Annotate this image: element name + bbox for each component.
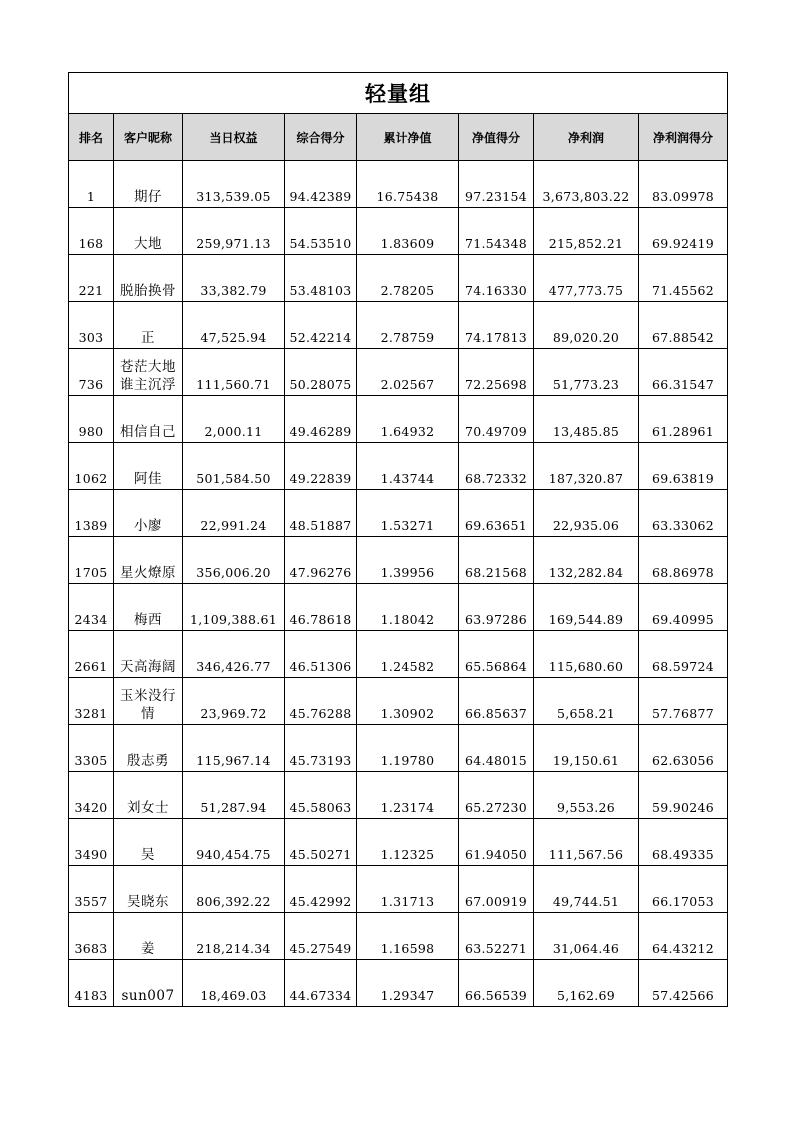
table-row <box>69 631 728 678</box>
cell-cumulative-nav: 1.19780 <box>357 725 459 772</box>
cell-cumulative-nav: 1.39956 <box>357 537 459 584</box>
table-row <box>69 584 728 631</box>
table-row <box>69 490 728 537</box>
cell-cumulative-nav: 1.12325 <box>357 819 459 866</box>
cell-net-profit-score: 59.90246 <box>639 772 728 819</box>
cell-equity: 18,469.03 <box>183 960 285 1007</box>
table-row <box>69 443 728 490</box>
cell-net-profit-score: 66.17053 <box>639 866 728 913</box>
header-nav-score: 净值得分 <box>459 114 534 161</box>
cell-rank: 1389 <box>69 490 114 537</box>
header-cumulative-nav: 累计净值 <box>357 114 459 161</box>
cell-net-profit: 19,150.61 <box>534 725 639 772</box>
table-row <box>69 349 728 396</box>
table-row <box>69 866 728 913</box>
cell-rank: 2434 <box>69 584 114 631</box>
cell-total-score: 49.46289 <box>285 396 357 443</box>
cell-net-profit: 5,162.69 <box>534 960 639 1007</box>
header-rank: 排名 <box>69 114 114 161</box>
cell-nickname: 姜 <box>114 913 183 960</box>
cell-nickname: 阿佳 <box>114 443 183 490</box>
cell-rank: 3557 <box>69 866 114 913</box>
cell-net-profit-score: 83.09978 <box>639 161 728 208</box>
cell-nickname: sun007 <box>114 960 183 1007</box>
cell-equity: 111,560.71 <box>183 349 285 396</box>
cell-net-profit-score: 69.92419 <box>639 208 728 255</box>
cell-nickname: 脱胎换骨 <box>114 255 183 302</box>
cell-equity: 501,584.50 <box>183 443 285 490</box>
cell-net-profit-score: 69.40995 <box>639 584 728 631</box>
cell-net-profit-score: 71.45562 <box>639 255 728 302</box>
table-row <box>69 913 728 960</box>
cell-nav-score: 97.23154 <box>459 161 534 208</box>
table-row <box>69 396 728 443</box>
cell-nav-score: 71.54348 <box>459 208 534 255</box>
cell-rank: 3281 <box>69 678 114 725</box>
cell-rank: 3420 <box>69 772 114 819</box>
table-row <box>69 302 728 349</box>
cell-nickname: 相信自己 <box>114 396 183 443</box>
cell-rank: 303 <box>69 302 114 349</box>
cell-equity: 51,287.94 <box>183 772 285 819</box>
cell-cumulative-nav: 1.18042 <box>357 584 459 631</box>
cell-nav-score: 68.72332 <box>459 443 534 490</box>
cell-total-score: 44.67334 <box>285 960 357 1007</box>
cell-nickname: 正 <box>114 302 183 349</box>
cell-net-profit-score: 57.42566 <box>639 960 728 1007</box>
cell-equity: 33,382.79 <box>183 255 285 302</box>
cell-total-score: 53.48103 <box>285 255 357 302</box>
cell-cumulative-nav: 2.02567 <box>357 349 459 396</box>
cell-cumulative-nav: 1.30902 <box>357 678 459 725</box>
table-row <box>69 819 728 866</box>
cell-nickname: 吴晓东 <box>114 866 183 913</box>
table-row <box>69 678 728 725</box>
cell-nav-score: 68.21568 <box>459 537 534 584</box>
cell-nav-score: 74.17813 <box>459 302 534 349</box>
cell-total-score: 50.28075 <box>285 349 357 396</box>
cell-cumulative-nav: 1.24582 <box>357 631 459 678</box>
cell-equity: 115,967.14 <box>183 725 285 772</box>
cell-equity: 806,392.22 <box>183 866 285 913</box>
cell-net-profit-score: 69.63819 <box>639 443 728 490</box>
table-row <box>69 960 728 1007</box>
cell-cumulative-nav: 2.78205 <box>357 255 459 302</box>
cell-nav-score: 69.63651 <box>459 490 534 537</box>
cell-net-profit: 51,773.23 <box>534 349 639 396</box>
cell-net-profit: 31,064.46 <box>534 913 639 960</box>
cell-cumulative-nav: 1.64932 <box>357 396 459 443</box>
cell-total-score: 45.76288 <box>285 678 357 725</box>
cell-net-profit: 9,553.26 <box>534 772 639 819</box>
cell-equity: 346,426.77 <box>183 631 285 678</box>
cell-nav-score: 74.16330 <box>459 255 534 302</box>
header-equity: 当日权益 <box>183 114 285 161</box>
cell-nickname: 梅西 <box>114 584 183 631</box>
cell-rank: 168 <box>69 208 114 255</box>
cell-nickname: 天高海阔 <box>114 631 183 678</box>
cell-nav-score: 66.85637 <box>459 678 534 725</box>
cell-cumulative-nav: 1.23174 <box>357 772 459 819</box>
cell-total-score: 45.50271 <box>285 819 357 866</box>
cell-net-profit-score: 64.43212 <box>639 913 728 960</box>
cell-total-score: 54.53510 <box>285 208 357 255</box>
cell-cumulative-nav: 1.53271 <box>357 490 459 537</box>
cell-net-profit-score: 68.49335 <box>639 819 728 866</box>
cell-cumulative-nav: 1.43744 <box>357 443 459 490</box>
cell-rank: 221 <box>69 255 114 302</box>
cell-nav-score: 65.56864 <box>459 631 534 678</box>
cell-nav-score: 63.52271 <box>459 913 534 960</box>
cell-net-profit: 115,680.60 <box>534 631 639 678</box>
table-row <box>69 208 728 255</box>
cell-rank: 1 <box>69 161 114 208</box>
cell-nickname: 刘女士 <box>114 772 183 819</box>
cell-net-profit-score: 66.31547 <box>639 349 728 396</box>
cell-nav-score: 66.56539 <box>459 960 534 1007</box>
cell-total-score: 45.42992 <box>285 866 357 913</box>
cell-nickname: 玉米没行情 <box>114 678 183 725</box>
cell-net-profit: 13,485.85 <box>534 396 639 443</box>
cell-net-profit-score: 61.28961 <box>639 396 728 443</box>
cell-rank: 1062 <box>69 443 114 490</box>
cell-total-score: 46.51306 <box>285 631 357 678</box>
cell-nickname: 小廖 <box>114 490 183 537</box>
cell-net-profit-score: 67.88542 <box>639 302 728 349</box>
cell-net-profit: 215,852.21 <box>534 208 639 255</box>
cell-total-score: 45.58063 <box>285 772 357 819</box>
cell-equity: 47,525.94 <box>183 302 285 349</box>
cell-equity: 259,971.13 <box>183 208 285 255</box>
table-row <box>69 255 728 302</box>
cell-rank: 2661 <box>69 631 114 678</box>
cell-nav-score: 70.49709 <box>459 396 534 443</box>
cell-rank: 3305 <box>69 725 114 772</box>
cell-nav-score: 61.94050 <box>459 819 534 866</box>
cell-net-profit: 5,658.21 <box>534 678 639 725</box>
table-title: 轻量组 <box>69 73 728 114</box>
cell-rank: 980 <box>69 396 114 443</box>
cell-net-profit-score: 68.59724 <box>639 631 728 678</box>
cell-nickname: 大地 <box>114 208 183 255</box>
cell-nickname: 殷志勇 <box>114 725 183 772</box>
cell-net-profit-score: 62.63056 <box>639 725 728 772</box>
cell-net-profit: 111,567.56 <box>534 819 639 866</box>
cell-equity: 22,991.24 <box>183 490 285 537</box>
cell-nav-score: 72.25698 <box>459 349 534 396</box>
header-total-score: 综合得分 <box>285 114 357 161</box>
cell-rank: 3490 <box>69 819 114 866</box>
cell-net-profit: 89,020.20 <box>534 302 639 349</box>
cell-total-score: 46.78618 <box>285 584 357 631</box>
cell-total-score: 47.96276 <box>285 537 357 584</box>
header-nickname: 客户昵称 <box>114 114 183 161</box>
cell-cumulative-nav: 1.29347 <box>357 960 459 1007</box>
cell-net-profit: 22,935.06 <box>534 490 639 537</box>
cell-rank: 1705 <box>69 537 114 584</box>
cell-cumulative-nav: 1.31713 <box>357 866 459 913</box>
cell-cumulative-nav: 2.78759 <box>357 302 459 349</box>
cell-nav-score: 63.97286 <box>459 584 534 631</box>
cell-net-profit-score: 68.86978 <box>639 537 728 584</box>
cell-equity: 940,454.75 <box>183 819 285 866</box>
cell-nickname: 期仔 <box>114 161 183 208</box>
table-row <box>69 772 728 819</box>
cell-rank: 736 <box>69 349 114 396</box>
cell-net-profit: 49,744.51 <box>534 866 639 913</box>
cell-total-score: 52.42214 <box>285 302 357 349</box>
cell-net-profit: 3,673,803.22 <box>534 161 639 208</box>
cell-equity: 2,000.11 <box>183 396 285 443</box>
table-row <box>69 161 728 208</box>
cell-nav-score: 65.27230 <box>459 772 534 819</box>
cell-net-profit: 132,282.84 <box>534 537 639 584</box>
cell-equity: 218,214.34 <box>183 913 285 960</box>
cell-net-profit: 187,320.87 <box>534 443 639 490</box>
cell-equity: 23,969.72 <box>183 678 285 725</box>
cell-equity: 1,109,388.61 <box>183 584 285 631</box>
cell-nav-score: 67.00919 <box>459 866 534 913</box>
cell-total-score: 49.22839 <box>285 443 357 490</box>
cell-total-score: 48.51887 <box>285 490 357 537</box>
cell-rank: 3683 <box>69 913 114 960</box>
cell-rank: 4183 <box>69 960 114 1007</box>
cell-cumulative-nav: 16.75438 <box>357 161 459 208</box>
table-body <box>69 161 728 1007</box>
cell-cumulative-nav: 1.83609 <box>357 208 459 255</box>
table-row <box>69 537 728 584</box>
cell-total-score: 94.42389 <box>285 161 357 208</box>
cell-total-score: 45.27549 <box>285 913 357 960</box>
ranking-sheet <box>68 72 727 1007</box>
cell-nickname: 苍茫大地谁主沉浮 <box>114 349 183 396</box>
cell-net-profit-score: 63.33062 <box>639 490 728 537</box>
cell-net-profit: 169,544.89 <box>534 584 639 631</box>
cell-net-profit-score: 57.76877 <box>639 678 728 725</box>
cell-cumulative-nav: 1.16598 <box>357 913 459 960</box>
header-net-profit-score: 净利润得分 <box>639 114 728 161</box>
cell-total-score: 45.73193 <box>285 725 357 772</box>
cell-equity: 356,006.20 <box>183 537 285 584</box>
header-net-profit: 净利润 <box>534 114 639 161</box>
cell-net-profit: 477,773.75 <box>534 255 639 302</box>
cell-nav-score: 64.48015 <box>459 725 534 772</box>
ranking-table <box>68 72 728 1007</box>
table-row <box>69 725 728 772</box>
cell-nickname: 吴 <box>114 819 183 866</box>
cell-equity: 313,539.05 <box>183 161 285 208</box>
cell-nickname: 星火燎原 <box>114 537 183 584</box>
